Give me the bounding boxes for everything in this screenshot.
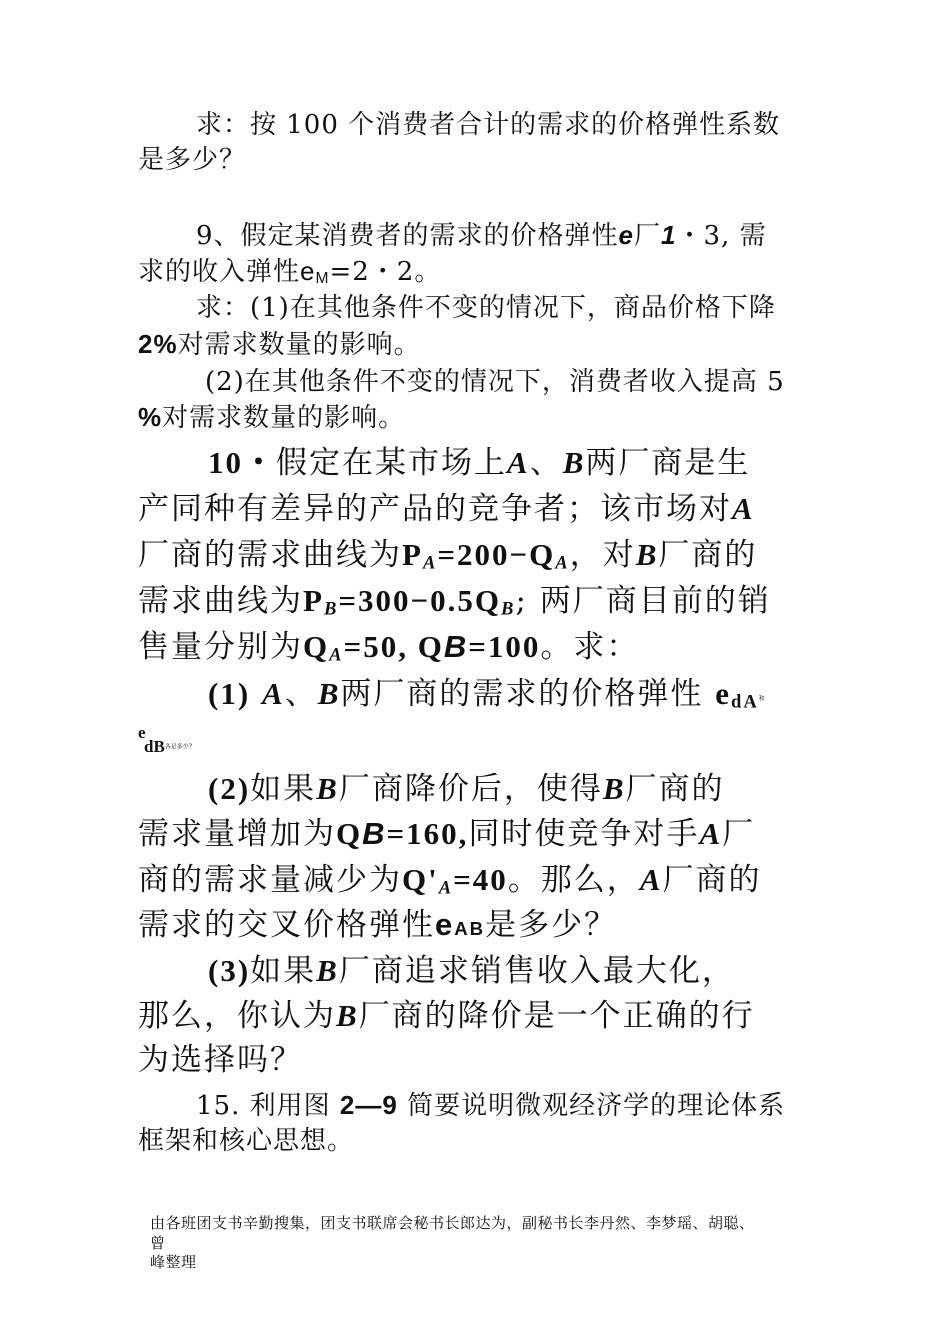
question-10-line: 厂商的需求曲线为PA=200−QA，对B厂商的 (138, 537, 758, 574)
question-10-line: 产同种有差异的产品的竞争者；该市场对A (138, 491, 755, 527)
sub-question-2: 需求的交叉价格弹性eAB是多少？ (138, 907, 618, 943)
footer-credit: 由各班团支书辛勤搜集，团支书联席会秘书长郎达为，副秘书长李丹然、李梦瑶、胡聪、 (150, 1214, 755, 1232)
text-line: 是多少？ (138, 145, 247, 175)
question-9-line: 2%对需求数量的影响。 (138, 329, 421, 360)
question-15-line: 框架和核心思想。 (138, 1126, 355, 1156)
question-9-line: 9、假定某消费者的需求的价格弹性e厂1・3, 需 (196, 220, 767, 251)
question-9-line: %对需求数量的影响。 (138, 402, 406, 433)
sub-question-2: (2)如果B厂商降价后，使得B厂商的 (208, 771, 725, 807)
question-9-line: 求的收入弹性$e_M=2$・2。 (138, 256, 442, 288)
question-10-line: 需求曲线为PB=300−0.5QB; 两厂商目前的销 (138, 583, 771, 620)
question-9-line: 求：(1)在其他条件不变的情况下，商品价格下降 (196, 293, 776, 323)
sub-question-2: 需求量增加为QB=160,同时使竞争对手A厂 (138, 816, 756, 852)
sub-question-2: 商的需求量减少为Q'A=40。那么，A厂商的 (138, 862, 762, 899)
sub-question-1-cont: e (138, 723, 146, 742)
footer-credit: 曾 (150, 1234, 166, 1252)
sub-question-1-cont: $dB^{各是多少?}$ (144, 737, 193, 756)
question-10-line: 售量分别为QA=50, QB=100。求： (138, 629, 640, 666)
question-10-line: 10・假定在某市场上A、B两厂商是生 (208, 445, 751, 481)
footer-credit: 峰整理 (150, 1253, 197, 1271)
question-15-line: 15. 利用图 2—9 简要说明微观经济学的理论体系 (196, 1090, 786, 1121)
question-9-line: (2)在其他条件不变的情况下，消费者收入提高 5 (205, 367, 785, 397)
sub-question-3: (3)如果B厂商追求销售收入最大化， (208, 953, 735, 989)
sub-question-3: 那么，你认为B厂商的降价是一个正确的行 (138, 998, 755, 1034)
text-line: 求：按 100 个消费者合计的需求的价格弹性系数 (196, 110, 781, 140)
sub-question-1: (1) A、B两厂商的需求的价格弹性 edA和 (208, 676, 765, 713)
sub-question-3: 为选择吗？ (138, 1042, 303, 1078)
